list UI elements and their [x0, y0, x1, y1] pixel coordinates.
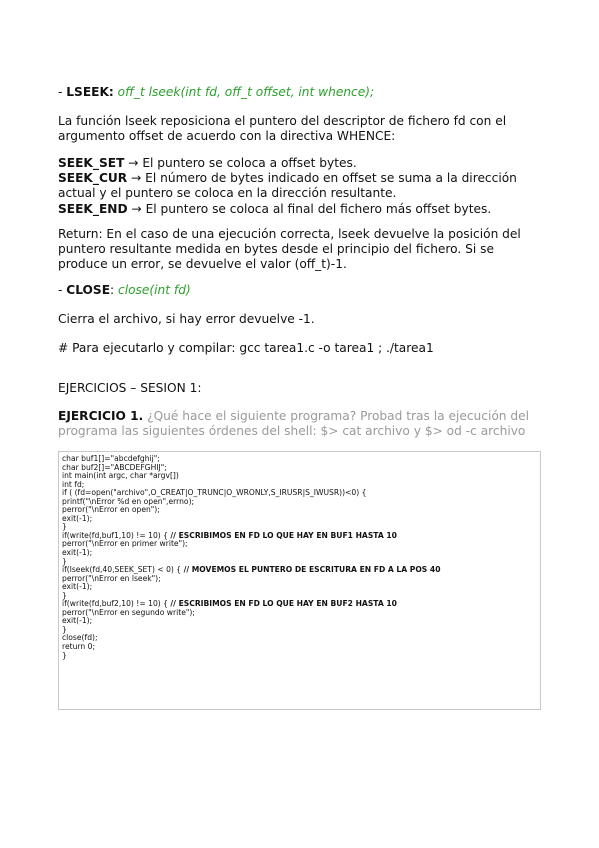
lseek-heading: - LSEEK: off_t lseek(int fd, off_t offset, int whence);	[58, 85, 375, 99]
code-line: exit(-1);	[62, 616, 93, 626]
code-line: char buf1[]="abcdefghij";	[62, 454, 160, 463]
code-comment: // ESCRIBIMOS EN FD LO QUE HAY EN BUF2 HASTA 10	[170, 599, 397, 609]
lseek-name: LSEEK:	[66, 85, 114, 99]
code-line: exit(-1);	[62, 513, 93, 523]
code-line: exit(-1);	[62, 548, 93, 558]
code-line: close(fd);	[62, 633, 98, 643]
close-heading: - CLOSE: close(int fd)	[58, 283, 191, 297]
code-block	[58, 451, 541, 710]
seek-end-line: SEEK_END → El puntero se coloca al final del fichero más offset bytes.	[58, 201, 492, 216]
code-line: if(write(fd,buf2,10) != 10) { // ESCRIBIMOS EN FD LO QUE HAY EN BUF2 HASTA 10	[62, 599, 397, 609]
code-line: if(write(fd,buf1,10) != 10) { // ESCRIBIMOS EN FD LO QUE HAY EN BUF1 HASTA 10	[62, 530, 397, 540]
code-line: if ( (fd=open("archivo",O_CREAT|O_TRUNC|O_WRONLY,S_IRUSR|S_IWUSR))<0) {	[62, 488, 367, 498]
exercise-question: ¿Qué hace el siguiente programa? Probad tras la ejecución del programa las siguientes órdenes del shell: $> cat archivo y $> od -c archivo	[58, 409, 530, 439]
code-line: }	[62, 590, 67, 600]
session-title: EJERCICIOS – SESION 1:	[58, 381, 202, 395]
exercise-heading	[58, 409, 538, 439]
compile-note: # Para ejecutarlo y compilar: gcc tarea1.c -o tarea1 ; ./tarea1	[58, 341, 434, 355]
code-line: return 0;	[62, 642, 96, 652]
code-line: printf("\nError %d en open",errno);	[62, 496, 195, 506]
code-line: if(lseek(fd,40,SEEK_SET) < 0) { // MOVEMOS EL PUNTERO DE ESCRITURA EN FD A LA POS 40	[62, 565, 441, 575]
code-line: int main(int argc, char *argv[])	[62, 471, 179, 481]
code-comment: // MOVEMOS EL PUNTERO DE ESCRITURA EN FD A LA POS 40	[183, 565, 441, 575]
code-line: }	[62, 650, 67, 660]
close-name: CLOSE	[66, 283, 111, 297]
code-comment: // ESCRIBIMOS EN FD LO QUE HAY EN BUF1 HASTA 10	[170, 530, 397, 540]
code-line: int fd;	[62, 479, 85, 489]
code-line: perror("\nError en segundo write");	[62, 607, 195, 617]
code-line: char buf2[]="ABCDEFGHIJ";	[62, 462, 167, 472]
code-line: perror("\nError en open");	[62, 505, 160, 515]
code-line: exit(-1);	[62, 582, 93, 592]
code-line: }	[62, 624, 67, 634]
close-signature: close(int fd)	[114, 283, 191, 297]
lseek-description: La función lseek reposiciona el puntero del descriptor de fichero fd con el argumento offset de acuerdo con la directiva WHENCE:	[58, 114, 507, 144]
code-line: perror("\nError en primer write");	[62, 539, 188, 549]
lseek-signature: off_t lseek(int fd, off_t offset, int whence);	[113, 85, 375, 99]
exercise-label: EJERCICIO 1.	[58, 409, 144, 423]
code-line: perror("\nError en lseek");	[62, 573, 161, 583]
seek-cur-line: SEEK_CUR → El número de bytes indicado en offset se suma a la dirección actual y el puntero se coloca en la dirección resultante.	[58, 171, 517, 201]
lseek-return: Return: En el caso de una ejecución correcta, lseek devuelve la posición del puntero resultante medida en bytes desde el principio del fichero. Si se produce un error, se devuelve el valor (off_t)-1.	[58, 227, 521, 272]
seek-set-line: SEEK_SET → El puntero se coloca a offset bytes.	[58, 156, 357, 170]
code-line: }	[62, 556, 67, 566]
seek-constants	[58, 156, 538, 217]
close-description: Cierra el archivo, si hay error devuelve -1.	[58, 312, 315, 326]
code-line: }	[62, 522, 67, 532]
